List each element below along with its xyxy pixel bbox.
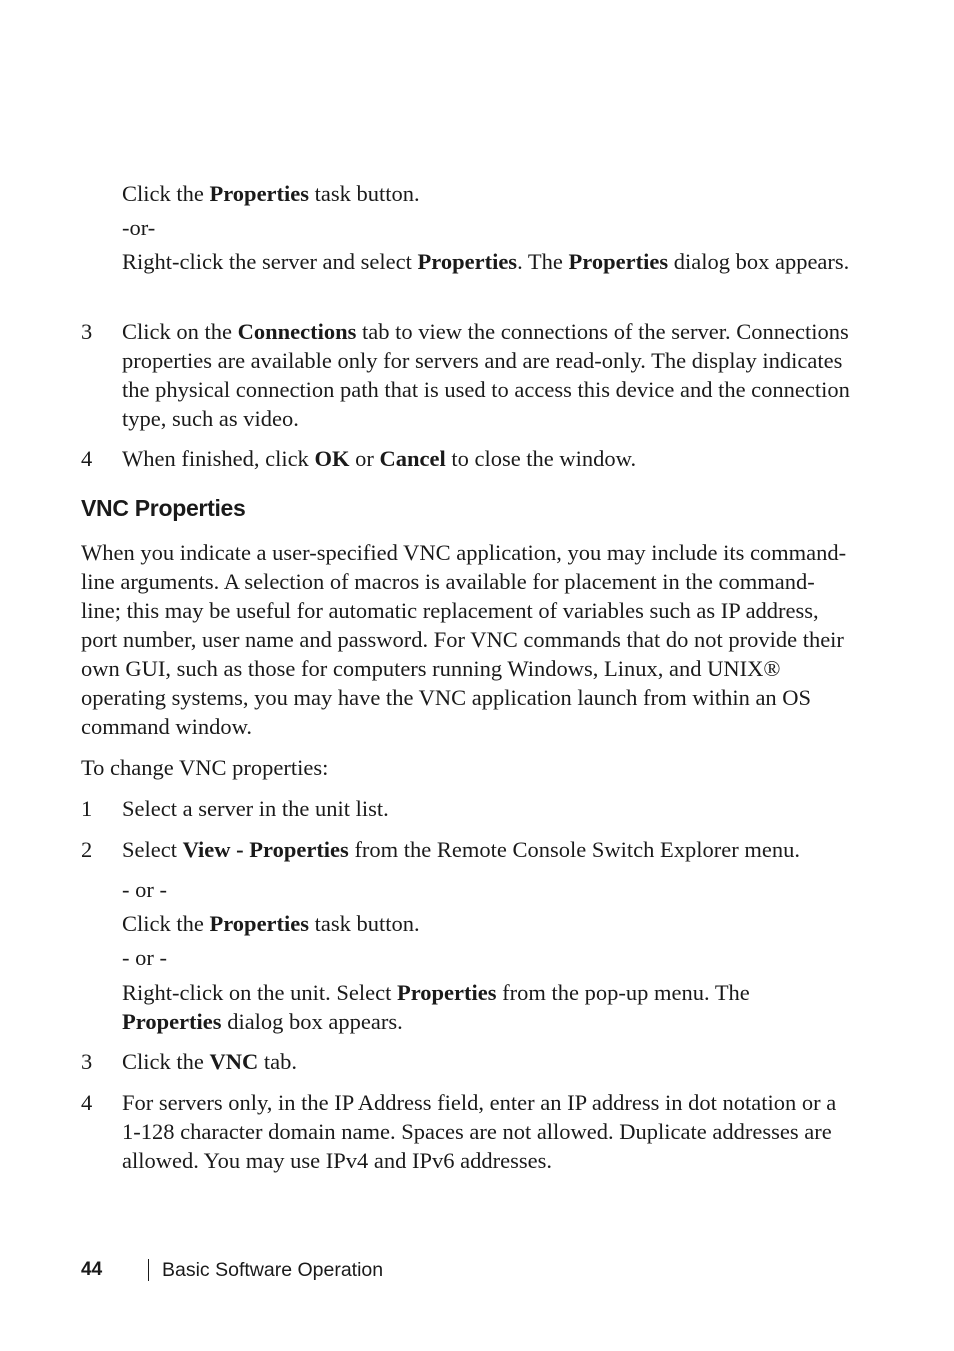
paragraph-click-task-button — [122, 909, 852, 938]
bold-term: Properties — [396, 980, 497, 1005]
step-vnc-tab — [122, 1047, 852, 1076]
step-number: 4 — [81, 446, 93, 471]
or-separator: - or - — [122, 945, 167, 970]
step-number: 3 — [81, 319, 93, 344]
text: Click on the — [122, 319, 238, 344]
text: tab to view the connections of the server. Connections properties are available only for servers and are read-only. The display indicates the physical connection path that is used to access this device and the connection type, such as video. — [122, 319, 850, 431]
text: from the Remote Console Switch Explorer menu. — [348, 837, 800, 862]
paragraph-click-properties — [122, 179, 852, 208]
bold-term: View - Properties — [182, 837, 349, 862]
text: Click the — [122, 1049, 210, 1074]
text: When finished, click — [122, 446, 315, 471]
bold-term: VNC — [209, 1049, 259, 1074]
bold-term: Properties — [417, 249, 518, 274]
text: Right-click on the unit. Select — [122, 980, 397, 1005]
text: Select — [122, 837, 183, 862]
step-ip-address: For servers only, in the IP Address field, enter an IP address in dot notation or a 1-128 character domain name. Spaces are not allowed. Duplicate addresses are allowed. You may use IPv4 and IPv6 addresses. — [122, 1090, 837, 1173]
text: from the pop-up menu. The — [496, 980, 750, 1005]
bold-term: Properties — [568, 249, 669, 274]
text: Right-click the server and select — [122, 249, 418, 274]
bold-term: Connections — [237, 319, 357, 344]
text: Click the — [122, 181, 210, 206]
text: dialog box appears. — [221, 1009, 403, 1034]
step-connections-tab — [122, 317, 852, 433]
step-number: 3 — [81, 1049, 93, 1074]
text: dialog box appears. — [668, 249, 850, 274]
bold-term: Cancel — [379, 446, 446, 471]
text: task button. — [309, 181, 420, 206]
paragraph-right-click-server — [122, 247, 852, 276]
intro-paragraph: When you indicate a user-specified VNC application, you may include its command-line arguments. A selection of macros is available for placement in the command-line; this may be useful for automatic replacement of variables such as IP address, port number, user name and password. For VNC commands that do not provide their own GUI, such as those for computers running Windows, Linux, and UNIX® operating systems, you may have the VNC application launch from within an OS command window. — [81, 540, 847, 739]
text: Click the — [122, 911, 210, 936]
text: or — [349, 446, 380, 471]
step-view-properties — [122, 835, 852, 864]
step-number: 4 — [81, 1090, 93, 1115]
footer-divider — [148, 1259, 149, 1281]
text: task button. — [309, 911, 420, 936]
bold-term: OK — [314, 446, 350, 471]
bold-term: Properties — [209, 181, 310, 206]
page-number: 44 — [81, 1259, 103, 1280]
or-separator: -or- — [122, 215, 156, 240]
step-number: 2 — [81, 837, 93, 862]
step-finish — [122, 444, 852, 473]
text: to close the window. — [445, 446, 637, 471]
lead-paragraph: To change VNC properties: — [81, 755, 329, 780]
text: . The — [517, 249, 569, 274]
bold-term: Properties — [122, 1009, 222, 1034]
text: tab. — [258, 1049, 297, 1074]
step-select-server: Select a server in the unit list. — [122, 796, 389, 821]
paragraph-right-click-unit — [122, 978, 852, 1036]
step-number: 1 — [81, 796, 93, 821]
section-heading: VNC Properties — [81, 495, 246, 521]
or-separator: - or - — [122, 877, 167, 902]
bold-term: Properties — [209, 911, 310, 936]
footer-title: Basic Software Operation — [162, 1259, 384, 1281]
